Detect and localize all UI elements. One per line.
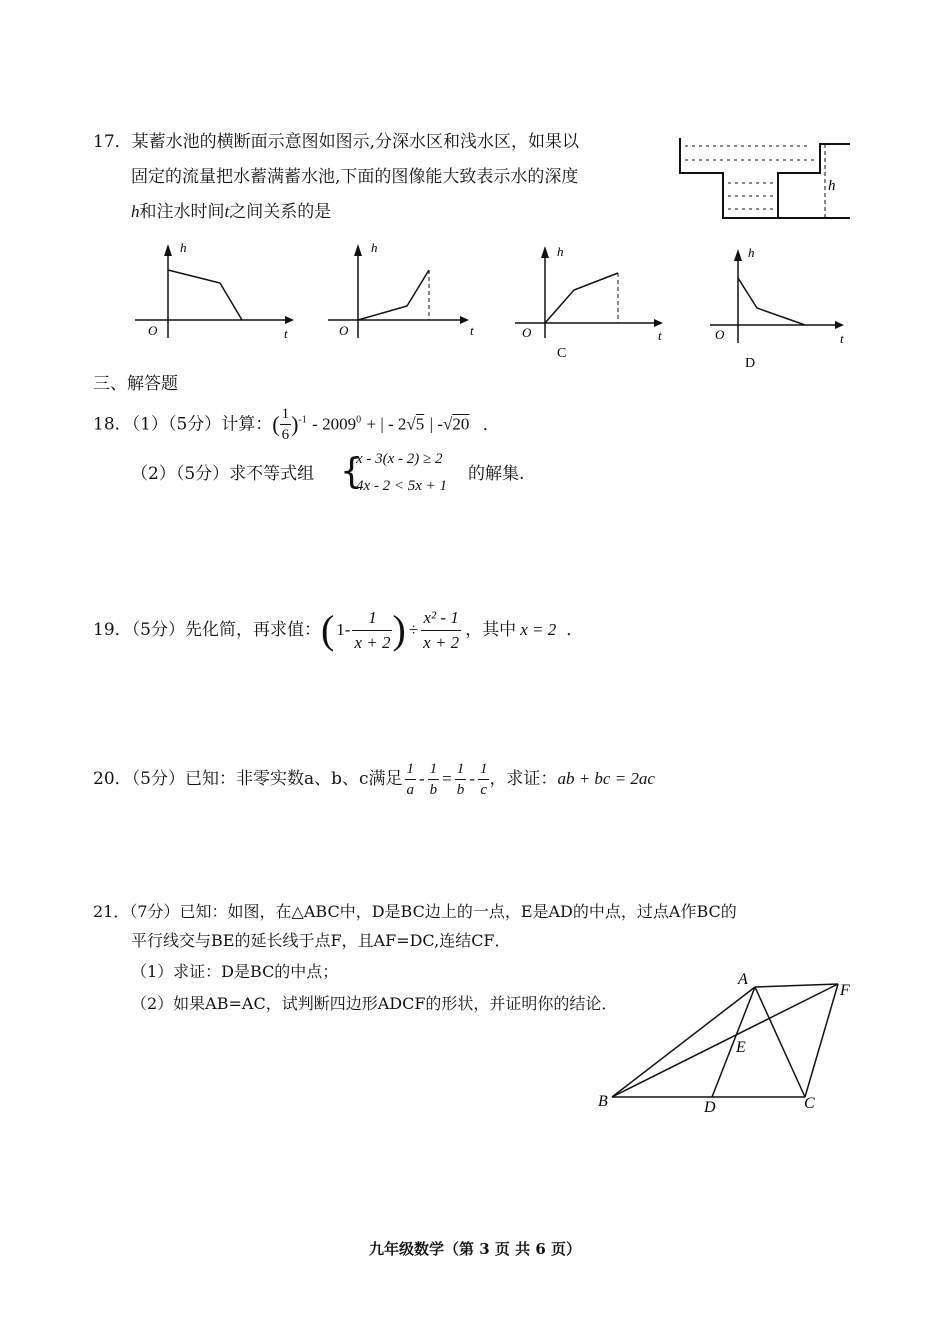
graph1-t: t [284,326,288,341]
q19-fraction-2: $\frac{\text{x² - 1}}{x + 2}$ [423,607,460,652]
section-title: 三、解答题 [93,374,178,394]
system-brace: { [340,451,363,492]
inequality-2: 4x - 2 < 5x + 1 [356,478,448,494]
graph1-o: O [148,323,158,338]
q20-frac-1-over-b: $\frac{1}{b}$ [429,760,438,798]
q20-frac-1-over-a: $\frac{1}{a}$ [406,760,414,798]
point-b-label: B [598,1093,608,1110]
q18-part2-prefix: （2）（5分）求不等式组 [131,464,315,484]
graph3-t: t [658,328,662,343]
q17-line2: 固定的流量把水蓄满蓄水池,下面的图像能大致表示水的深度 [131,167,579,187]
q21-line4: （2）如果AB=AC，试判断四边形ADCF的形状，并证明你的结论． [131,994,618,1013]
q18-fraction: $\frac{1}{6}$ [281,406,290,443]
graph1-h: h [180,240,187,255]
q18-part2-end: 的解集. [468,464,525,484]
q20-frac-1-over-c: $\frac{1}{c}$ [479,760,488,798]
graph3-h: h [557,244,564,259]
reservoir-diagram [670,128,860,228]
q19: 19．（5分）先化简，再求值： ( 1- $\frac{1}{x + 2}$ ) ÷ $\frac{\text{x² - 1}}{x + 2}$ ，其中 x = 2 ． [93,605,583,655]
q20: 20．（5分）已知：非零实数a、b、c满足 $\frac{1}{a}$ - $\frac{1}{b}$ = $\frac{1}{b}$ - $\frac{1}{c}$ ，求证： ab + bc = 2ac [93,760,655,798]
q21-line2: 平行线交与BE的延长线于点F，且AF=DC,连结CF． [131,931,511,950]
option-d-label: D [745,356,756,371]
point-d-label: D [704,1099,716,1116]
option-c-label: C [557,346,567,361]
q21-line1: 21．（7分）已知：如图，在△ABC中，D是BC边上的一点，E是AD的中点，过点A作BC的 [93,902,737,921]
diagram-h-label: h [828,178,836,194]
graph2-o: O [339,323,349,338]
inequality-1: x - 3(x - 2) ≥ 2 [356,451,443,467]
page-footer: 九年级数学（第 3 页 共 6 页） [369,1240,581,1258]
graph-option-c [512,240,677,365]
graph-option-a [130,238,295,343]
q17-line3: h和注水时间t之间关系的是 [131,202,332,222]
point-a-label: A [738,971,748,988]
graph4-h: h [748,245,755,260]
q18-part1: 18．（1）（5分）计算：( $\frac{1}{6}$ )$^{-1}$ - 2009$^0$ + | - 2√5 | -√20 ． [93,406,500,443]
q21-line3: （1）求证：D是BC的中点； [131,962,339,981]
q17-line1: 17．某蓄水池的横断面示意图如图示,分深水区和浅水区，如果以 [93,132,580,152]
graph2-h: h [371,240,378,255]
q20-frac-1-over-b-2: $\frac{1}{b}$ [456,760,465,798]
graph4-t: t [840,331,844,346]
graph-option-d [705,243,855,373]
graph4-o: O [715,327,725,342]
point-f-label: F [840,982,850,999]
graph3-o: O [522,325,532,340]
graph-option-b [325,238,490,343]
graph2-t: t [470,323,474,338]
point-c-label: C [804,1095,815,1112]
q19-fraction-1: $\frac{1}{x + 2}$ [354,607,391,652]
point-e-label: E [736,1039,746,1056]
geometry-figure [590,965,870,1125]
